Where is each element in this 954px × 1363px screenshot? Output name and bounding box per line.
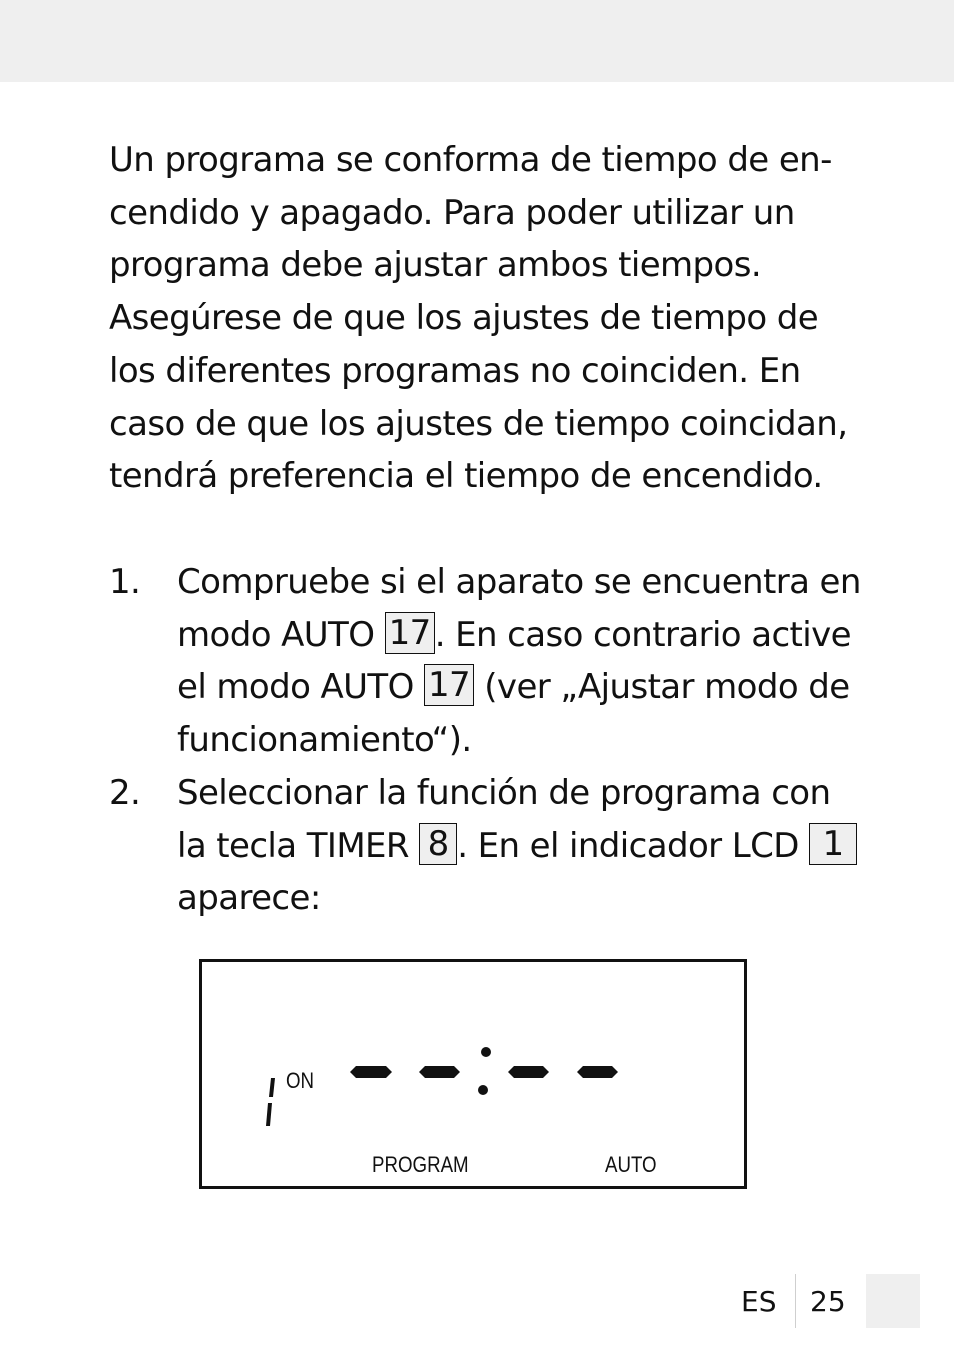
lcd-auto-label: AUTO [605, 1152, 657, 1177]
step-text: Compruebe si el aparato se encuentra en modo AUTO [177, 562, 861, 655]
footer-tab [866, 1274, 920, 1328]
ref-box-lcd: 1 [809, 823, 857, 865]
ref-box-auto-mode: 17 [424, 664, 474, 706]
ref-box-timer-key: 8 [419, 823, 457, 865]
step-1 [109, 556, 869, 767]
lcd-digit-one [266, 1078, 275, 1126]
lcd-dash [350, 1066, 392, 1078]
ref-box-auto-mode: 17 [385, 612, 435, 654]
step-text: . En caso contrario active el modo AUTO [177, 614, 851, 708]
lcd-dash [577, 1066, 618, 1078]
intro-line: tendrá preferencia el tiempo de encendido. [109, 456, 823, 497]
header-band [0, 0, 954, 82]
intro-line: programa debe ajustar ambos tiempos. [109, 245, 762, 286]
footer-divider [795, 1274, 796, 1328]
page-number: 25 [810, 1285, 846, 1318]
step-number: 1. [109, 562, 141, 602]
intro-line: Un programa se conforma de tiempo de en- [109, 140, 832, 180]
step-text: Seleccionar la función de programa con la tecla TIMER [177, 772, 831, 866]
lcd-colon [478, 1047, 491, 1095]
intro-line: cendido y apagado. Para poder utilizar un [109, 192, 795, 233]
step-text: (ver „Ajustar modo de funcionamiento“). [177, 667, 850, 761]
step-2 [109, 767, 869, 925]
lcd-segments [202, 962, 744, 1186]
lcd-display-illustration [199, 959, 747, 1189]
intro-line: Asegúrese de que los ajustes de tiempo de [109, 298, 819, 339]
step-text: . En el indicador LCD [457, 825, 799, 866]
lcd-dash-segments [350, 1066, 618, 1078]
intro-paragraph [109, 134, 869, 503]
step-text: aparece: [177, 878, 321, 919]
step-number: 2. [109, 772, 141, 813]
lcd-on-label: ON [286, 1068, 315, 1093]
intro-line: los diferentes programas no coinciden. En [109, 350, 801, 391]
lcd-program-label: PROGRAM [372, 1152, 469, 1177]
footer-language: ES [741, 1285, 777, 1318]
intro-line: caso de que los ajustes de tiempo coincidan, [109, 403, 848, 444]
steps-list [109, 556, 869, 925]
lcd-dash [419, 1066, 460, 1078]
lcd-dash [508, 1066, 549, 1078]
